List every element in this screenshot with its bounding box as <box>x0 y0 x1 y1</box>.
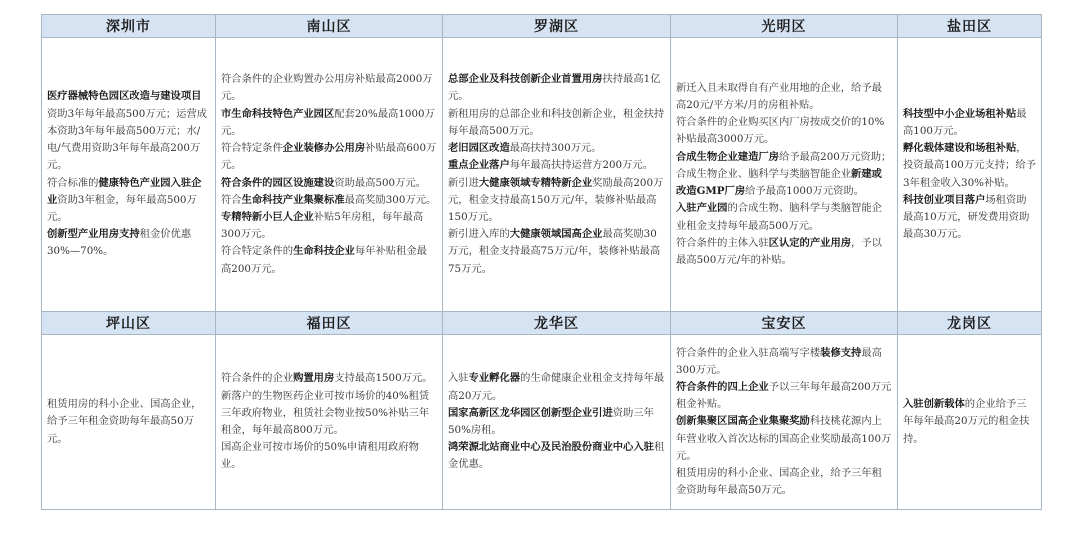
cell-longgang <box>898 335 1042 510</box>
cell-paragraph <box>221 209 437 243</box>
cell-paragraph <box>47 396 210 448</box>
policy-text: 最高扶持300万元。 <box>509 142 602 155</box>
cell-paragraph <box>47 226 210 260</box>
policy-text: 支持最高1500万元。 <box>334 372 433 385</box>
cell-paragraph <box>676 80 892 114</box>
policy-text: 资助3年租金，每年最高500万元。 <box>47 193 197 223</box>
policy-text: 每年最高扶持运营方200万元。 <box>509 159 653 172</box>
policy-text: 资助3年每年最高500万元；运营成本资助3年每年最高500万元；水/电/气费用资助3年每年最高200万元。 <box>47 107 208 172</box>
cell-guangming <box>671 38 898 312</box>
policy-text: 租赁用房的科小企业、国高企业，给予三年租金资助每年最高50万元。 <box>47 398 202 445</box>
policy-text: 补贴5年房租，每年最高300万元。 <box>221 210 424 241</box>
policy-text: 符合标准的 <box>47 176 99 189</box>
header-yantian: 盐田区 <box>898 15 1042 38</box>
cell-paragraph <box>903 396 1036 448</box>
header-futian: 福田区 <box>216 312 443 335</box>
policy-text: 资助三年50%房租。 <box>448 406 654 436</box>
header-guangming: 光明区 <box>671 15 898 38</box>
header-row-2 <box>42 312 1042 335</box>
cell-nanshan <box>216 38 443 312</box>
policy-text: 最高奖励300万元。 <box>344 193 437 206</box>
cell-paragraph <box>47 175 210 227</box>
cell-paragraph <box>221 243 437 277</box>
policy-highlight: 购置用房 <box>293 372 335 385</box>
policy-text: 入驻 <box>448 372 469 385</box>
policy-highlight: 合成生物企业建造厂房 <box>676 150 779 163</box>
cell-paragraph <box>221 192 437 209</box>
cell-yantian <box>898 38 1042 312</box>
policy-highlight: 大健康领域国高企业 <box>509 228 603 241</box>
policy-highlight: 入驻创新载体 <box>903 398 965 411</box>
policy-highlight: 孵化载体建设和场租补贴 <box>903 142 1017 155</box>
cell-paragraph <box>221 388 437 440</box>
cell-paragraph <box>221 439 437 473</box>
header-baoan: 宝安区 <box>671 312 898 335</box>
policy-text: 补贴最高600万元。 <box>221 142 437 172</box>
cell-baoan <box>671 335 898 510</box>
policy-highlight: 新建或改造GMP厂房 <box>676 167 882 198</box>
policy-text: 新落户的生物医药企业可按市场价的40%租赁三年政府物业，租赁社会物业按50%补贴三年租金，每年最高800万元。 <box>221 389 430 436</box>
policy-text: 符合条件的企业入驻高端写字楼 <box>676 346 821 359</box>
policy-highlight: 区认定的产业用房 <box>768 236 852 249</box>
cell-paragraph <box>221 370 437 387</box>
policy-highlight: 专业孵化器 <box>468 372 521 385</box>
header-luohu: 罗湖区 <box>443 15 671 38</box>
policy-text: 国高企业可按市场价的50%申请租用政府物业。 <box>221 441 419 471</box>
cell-paragraph <box>448 140 665 157</box>
header-pingshan: 坪山区 <box>42 312 216 335</box>
policy-highlight: 企业装修办公用房 <box>282 142 366 155</box>
cell-paragraph <box>448 226 665 278</box>
cell-paragraph <box>221 175 437 192</box>
policy-text: 资助最高500万元。 <box>334 176 426 189</box>
policy-text: 新引进 <box>448 176 479 189</box>
cell-paragraph <box>676 413 892 465</box>
policy-highlight: 专精特新小巨人企业 <box>221 210 314 223</box>
policy-highlight: 符合条件的四上企业 <box>676 380 769 393</box>
cell-paragraph <box>448 175 665 227</box>
cell-paragraph <box>676 465 892 499</box>
policy-text: 租金价优惠30%—70%。 <box>47 228 192 258</box>
policy-text: 给予最高200万元资助；合成生物企业、脑科学与类脑智能企业 <box>676 150 892 180</box>
policy-highlight: 科技创业项目落户 <box>903 193 986 206</box>
cell-pingshan <box>42 335 216 510</box>
policy-text: 给予最高1000万元资助。 <box>745 185 865 198</box>
header-longhua: 龙华区 <box>443 312 671 335</box>
cell-paragraph <box>676 345 892 379</box>
policy-text: ，投资最高100万元支持；给予3年租金收入30%补贴。 <box>903 142 1036 189</box>
policy-table <box>41 14 1042 510</box>
cell-paragraph <box>676 114 892 148</box>
policy-highlight: 生命科技产业集聚标准 <box>241 193 345 206</box>
policy-highlight: 入驻产业园 <box>676 202 728 215</box>
cell-paragraph <box>903 106 1036 140</box>
policy-text: 符合特定条件 <box>221 142 283 155</box>
cell-paragraph <box>448 71 665 105</box>
policy-text: 的合成生物、脑科学与类脑智能企业租金支持每年最高500万元。 <box>676 202 882 232</box>
policy-highlight: 重点企业落户 <box>448 159 510 172</box>
cell-futian <box>216 335 443 510</box>
policy-text: 扶持最高1亿元。 <box>448 73 661 103</box>
policy-text: 新迁入且未取得自有产业用地的企业，给予最高20元/平方米/月的房租补贴。 <box>676 81 882 112</box>
policy-text: 最高300万元。 <box>676 346 882 376</box>
policy-highlight: 鸿荣源北站商业中心及民治股份商业中心入驻 <box>448 441 654 454</box>
header-shenzhen: 深圳市 <box>42 15 216 38</box>
policy-text: 予以三年每年最高200万元租金补贴。 <box>676 380 892 411</box>
cell-paragraph <box>903 140 1036 192</box>
policy-text: 配套20%最高1000万元。 <box>221 107 435 137</box>
cell-paragraph <box>676 200 892 234</box>
policy-highlight: 医疗器械特色园区改造与建设项目 <box>47 90 202 103</box>
policy-text: 符合特定条件的 <box>221 245 294 258</box>
policy-highlight: 生命科技企业 <box>293 245 355 258</box>
header-longgang: 龙岗区 <box>898 312 1042 335</box>
policy-text: ，予以最高500万元/年的补贴。 <box>676 236 882 266</box>
policy-text: 符合条件的企业购买区内厂房按成交价的10%补贴最高3000万元。 <box>676 116 885 146</box>
policy-highlight: 装修支持 <box>820 346 862 359</box>
policy-highlight: 老旧园区改造 <box>448 142 510 155</box>
cell-paragraph <box>221 106 437 140</box>
policy-text: 的企业给予三年每年最高20万元的租金扶持。 <box>903 398 1030 445</box>
policy-text: 符合条件的企业购置办公用房补贴最高2000万元。 <box>221 73 433 103</box>
policy-text: 奖励最高200万元，租金支持最高150万元/年，装修补贴最高150万元。 <box>448 176 664 223</box>
cell-paragraph <box>676 379 892 413</box>
content-row-2 <box>42 335 1042 510</box>
policy-text: 最高100万元。 <box>903 107 1027 137</box>
policy-highlight: 创新集聚区国高企业集聚奖励 <box>676 415 810 428</box>
policy-text: 科技桃花源内上年营业收入首次达标的国高企业奖励最高100万元。 <box>676 415 892 462</box>
cell-paragraph <box>448 439 665 473</box>
cell-paragraph <box>448 106 665 140</box>
policy-text: 租赁用房的科小企业、国高企业，给予三年租金资助每年最高50万元。 <box>676 467 882 497</box>
policy-highlight: 大健康领域专精特新企业 <box>478 176 593 189</box>
header-row-1 <box>42 15 1042 38</box>
policy-text: 的生命健康企业租金支持每年最高20万元。 <box>448 372 665 402</box>
policy-text: 场租资助最高10万元，研发费用资助最高30万元。 <box>903 193 1030 241</box>
header-nanshan: 南山区 <box>216 15 443 38</box>
cell-paragraph <box>47 88 210 174</box>
policy-text: 新引进入库的 <box>448 228 510 241</box>
cell-shenzhen <box>42 38 216 312</box>
policy-highlight: 符合条件的园区设施建设 <box>221 176 335 189</box>
policy-highlight: 国家高新区龙华园区创新型企业引进 <box>448 406 613 419</box>
policy-text: 每年补贴租金最高200万元。 <box>221 245 427 275</box>
policy-highlight: 健康特色产业园入驻企业 <box>47 176 202 206</box>
policy-text: 新租用房的总部企业和科技创新企业，租金扶持每年最高500万元。 <box>448 107 665 137</box>
cell-paragraph <box>221 140 437 174</box>
policy-text: 符合 <box>221 193 242 206</box>
cell-paragraph <box>221 71 437 105</box>
content-row-1 <box>42 38 1042 312</box>
cell-luohu <box>443 38 671 312</box>
policy-text: 最高奖励30万元，租金支持最高75万元/年，装修补贴最高75万元。 <box>448 228 661 275</box>
cell-paragraph <box>448 405 665 439</box>
cell-paragraph <box>676 235 892 269</box>
policy-highlight: 市生命科技特色产业园区 <box>221 107 335 120</box>
policy-highlight: 总部企业及科技创新企业首置用房 <box>448 73 603 86</box>
policy-highlight: 科技型中小企业场租补贴 <box>903 107 1017 120</box>
policy-text: 符合条件的企业 <box>221 372 294 385</box>
policy-highlight: 创新型产业用房支持 <box>47 228 140 241</box>
cell-paragraph <box>903 192 1036 244</box>
policy-text: 符合条件的主体入驻 <box>676 236 769 249</box>
cell-longhua <box>443 335 671 510</box>
cell-paragraph <box>448 370 665 404</box>
cell-paragraph <box>676 149 892 201</box>
policy-text: 租金优惠。 <box>448 441 665 471</box>
cell-paragraph <box>448 157 665 174</box>
